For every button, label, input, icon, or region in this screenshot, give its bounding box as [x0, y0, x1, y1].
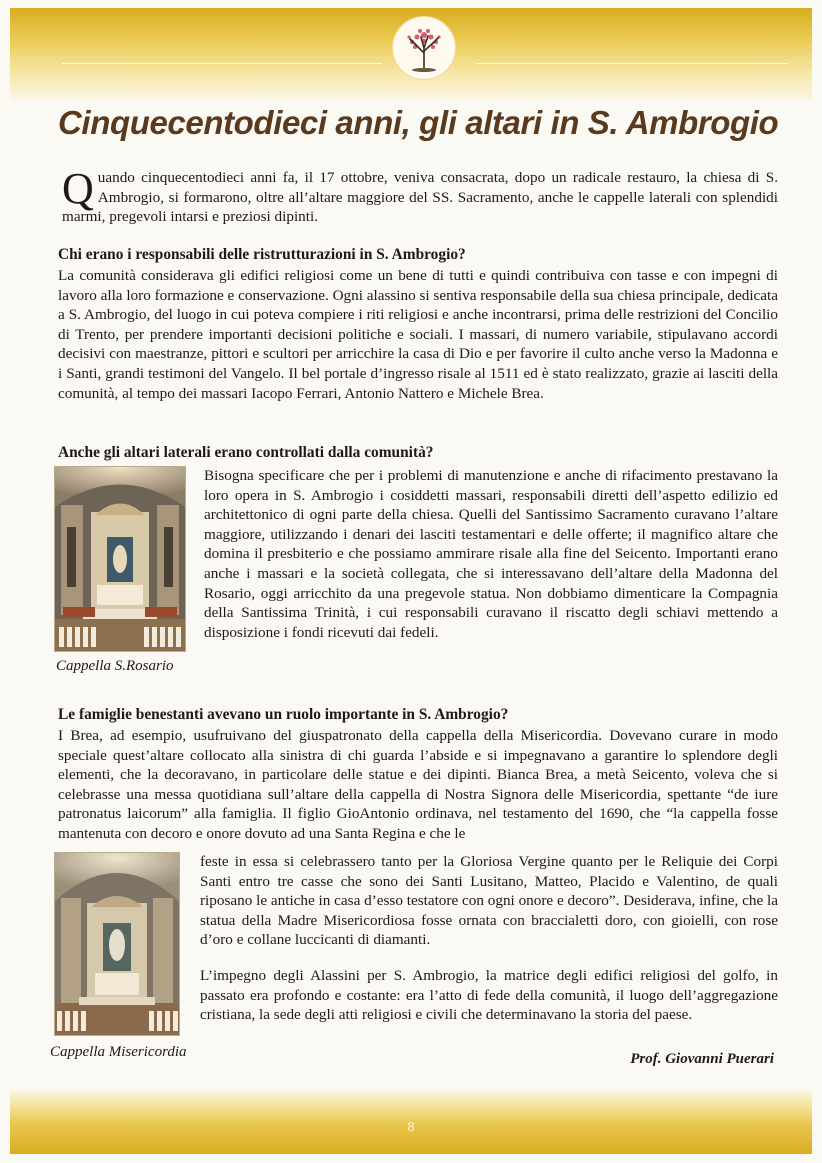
header-rule-right — [476, 63, 788, 64]
section-heading-responsabili: Chi erano i responsabili delle ristrutturazioni in S. Ambrogio? — [58, 246, 466, 263]
intro-paragraph — [62, 164, 778, 227]
photo-cappella-misericordia — [54, 852, 180, 1036]
caption-cappella-rosario: Cappella S.Rosario — [56, 658, 174, 674]
caption-cappella-misericordia: Cappella Misericordia — [50, 1044, 187, 1060]
section-body-responsabili: La comunità considerava gli edifici religiosi come un bene di tutti e quindi contribuiva con tasse e con impegni di lavoro alla loro formazione e conservazione. Ogni alassino si sentiva responsabile della sua chiesa principale, dedicata a S. Ambrogio, del luogo in cui poteva compiere i riti religiosi e anche incontrarsi, prima delle restrizioni del Concilio di Trento, per prendere importanti decisioni politiche e sociali. I massari, di numero variabile, stipulavano accordi decisivi con maestranze, pittori e scultori per arricchire la casa di Dio e per favorire il culto anche verso la Madonna e i Santi, grandi testimoni del Vangelo. Il bel portale d’ingresso risale al 1511 ed è stato realizzato, grazie ai lasciti della comunità, al tempo dei massari Iacopo Ferrari, Antonio Nattero e Michele Brea. — [58, 267, 778, 402]
chapel-photo-rosario — [55, 467, 185, 651]
header-rule-left — [62, 63, 382, 64]
page-number: 8 — [407, 1120, 415, 1135]
intro-text: uando cinquecentodieci anni fa, il 17 ottobre, veniva consacrata, dopo un radicale restauro, la chiesa di S. Ambrogio, si formarono, oltre all’altare maggiore del SS. Sacramento, anche le cappelle laterali con splendidi marmi, pregevoli intarsi e preziosi dipinti. — [62, 169, 778, 226]
section-body-famiglie-wrap: feste in essa si celebrassero tanto per la Gloriosa Vergine quanto per le Reliquie dei Corpi Santi entro tre casse che sono dei Santi Lusitano, Matteo, Placido e Valentino, de quali riposano le antiche in casa d’esso testatore con ogni onore e decoro”. Desiderava, infine, che la statua della Madre Misericordiosa fosse ornata con braccialetti doro, con gioielli, con rose d’oro e collane luccicanti di diamanti. — [200, 853, 778, 949]
section-body-famiglie-top: I Brea, ad esempio, usufruivano del giuspatronato della cappella della Misericordia. Dovevano curare in modo speciale quest’altare collocato alla sinistra di chi guarda l’abside e si impegnavano a garantire lo splendore degli elementi, che la decoravano, in particolare delle statue e dei dipinti. Bianca Brea, a metà Seicento, voleva che si celebrasse una messa quotidiana sull’altare della cappella di Nostra Signora delle Misericordia, spettante “de iure patronatus laicorum” alla famiglia. Il figlio GioAntonio ordinava, nel testamento del 1690, che “la cappella fosse mantenuta con decoro e onore dovuto ad una Santa Regina e che le — [58, 727, 778, 842]
section-body-altari: Bisogna specificare che per i problemi di manutenzione e anche di rifacimento prestavano la loro opera in S. Ambrogio i cosiddetti massari, responsabili diretti dell’aspetto edilizio ed architettonico di ogni parte della chiesa. Quelli del Santissimo Sacramento curavano l’altare maggiore, utilizzando i denari dei lasciti testamentari e delle offerte; il magnifico altare che domina il presbiterio e che possiamo ammirare risale alla fine del Seicento. Importanti erano anche i massari e la società collegata, che si interessavano dell’altare della Madonna del Rosario, oggi arricchito da una pregevole statua. Non dobbiamo dimenticare la Compagnia della Santissima Trinità, i cui responsabili curavano il riscatto degli schiavi mettendo a disposizione i fondi ricevuti dai fedeli. — [204, 467, 778, 641]
section-heading-altari: Anche gli altari laterali erano controllati dalla comunità? — [58, 444, 434, 461]
chapel-photo-misericordia — [55, 853, 179, 1035]
closing-paragraph: L’impegno degli Alassini per S. Ambrogio, la matrice degli edifici religiosi del golfo, in passato era profondo e costante: era l’atto di fede della comunità, il luogo dell’aggregazione cristiana, la sede degli atti religiosi e civili che determinavano la storia del paese. — [200, 967, 778, 1024]
photo-cappella-rosario — [54, 466, 186, 652]
section-heading-famiglie: Le famiglie benestanti avevano un ruolo importante in S. Ambrogio? — [58, 706, 509, 723]
tree-icon — [393, 17, 455, 79]
drop-cap: Q — [62, 164, 94, 213]
tree-logo — [392, 16, 456, 80]
page-title: Cinquecentodieci anni, gli altari in S. Ambrogio — [58, 104, 779, 141]
author-signature: Prof. Giovanni Puerari — [630, 1051, 774, 1067]
